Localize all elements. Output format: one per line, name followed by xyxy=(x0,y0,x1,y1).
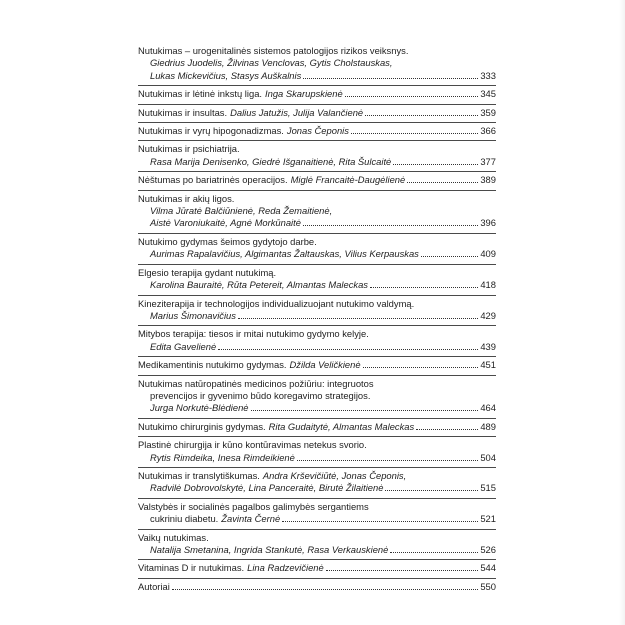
dot-leader xyxy=(421,256,478,257)
toc-entry xyxy=(138,376,496,419)
dot-leader xyxy=(407,182,478,183)
toc-entry-line xyxy=(138,482,496,494)
toc-entry-line xyxy=(138,359,496,371)
toc-entry-line xyxy=(138,513,496,525)
page-number: 377 xyxy=(480,155,496,167)
chapter-authors: Rasa Marija Denisenko, Giedrė Išganaitienė, Rita Šulcaitė xyxy=(150,155,392,167)
toc-entry xyxy=(138,172,496,190)
chapter-authors: Marius Šimonavičius xyxy=(150,309,236,321)
dot-leader xyxy=(390,552,478,553)
toc-entry xyxy=(138,141,496,172)
chapter-authors: Aurimas Rapalavičius, Algimantas Žaltauskas, Vilius Kerpauskas xyxy=(150,248,419,260)
page-number: 409 xyxy=(480,248,496,260)
toc-entry-line xyxy=(138,378,496,390)
toc-entry xyxy=(138,419,496,437)
chapter-authors: Rita Gudaitytė, Almantas Maleckas xyxy=(268,420,415,432)
dot-leader xyxy=(303,225,478,226)
toc-entry-line xyxy=(138,143,496,155)
chapter-authors: Miglė Francaitė-Daugėlienė xyxy=(290,174,406,186)
page-number: 418 xyxy=(480,279,496,291)
toc-entry-line xyxy=(138,581,496,593)
toc-entry xyxy=(138,296,496,327)
toc-entry-line xyxy=(138,341,496,353)
chapter-title: Vitaminas D ir nutukimas. xyxy=(138,562,245,574)
chapter-title: Kineziterapija ir technologijos individualizuojant nutukimo valdymą. xyxy=(138,297,415,309)
toc-entry-line xyxy=(138,107,496,119)
chapter-title: Mitybos terapija: tiesos ir mitai nutukimo gydymo kelyje. xyxy=(138,328,369,340)
chapter-title: Nutukimo chirurginis gydymas. xyxy=(138,420,266,432)
dot-leader xyxy=(297,460,478,461)
toc-entry-line xyxy=(138,193,496,205)
chapter-authors: Vilma Jūratė Balčiūnienė, Reda Žemaitienė, xyxy=(150,205,333,217)
toc-entry-line xyxy=(138,532,496,544)
toc-entry-line xyxy=(138,45,496,57)
chapter-authors: Inga Skarupskienė xyxy=(265,88,343,100)
chapter-title: Nutukimas ir insultas. xyxy=(138,106,228,118)
page-number: 489 xyxy=(480,420,496,432)
toc-entry-line xyxy=(138,402,496,414)
dot-leader xyxy=(416,429,478,430)
chapter-title: Medikamentinis nutukimo gydymas. xyxy=(138,359,287,371)
chapter-authors: Lina Radzevičienė xyxy=(247,562,324,574)
toc-entry xyxy=(138,530,496,561)
page-number: 550 xyxy=(480,580,496,592)
toc-entry xyxy=(138,86,496,104)
chapter-title: Nutukimas ir lėtinė inkstų liga. xyxy=(138,88,263,100)
dot-leader xyxy=(172,589,479,590)
chapter-title: Nutukimas ir akių ligos. xyxy=(138,192,235,204)
dot-leader xyxy=(218,349,478,350)
toc-entry-line xyxy=(138,156,496,168)
toc-entry-line xyxy=(138,310,496,322)
page-number: 544 xyxy=(480,562,496,574)
toc-entry xyxy=(138,265,496,296)
page-number: 396 xyxy=(480,217,496,229)
toc-entry xyxy=(138,234,496,265)
chapter-title: Nutukimas ir vyrų hipogonadizmas. xyxy=(138,125,284,137)
chapter-title: Autoriai xyxy=(138,580,170,592)
toc-entry-line xyxy=(138,544,496,556)
toc-entry-line xyxy=(138,248,496,260)
table-of-contents xyxy=(138,43,496,596)
chapter-authors: Edita Gavelienė xyxy=(150,340,217,352)
dot-leader xyxy=(345,96,479,97)
chapter-authors: Giedrius Juodelis, Žilvinas Venclovas, Gytis Cholstauskas, xyxy=(150,57,393,69)
chapter-authors: Rytis Rimdeika, Inesa Rimdeikienė xyxy=(150,451,295,463)
toc-entry-line xyxy=(138,298,496,310)
page-number: 451 xyxy=(480,359,496,371)
toc-entry xyxy=(138,560,496,578)
toc-entry-line xyxy=(138,421,496,433)
toc-entry xyxy=(138,105,496,123)
chapter-title: Elgesio terapija gydant nutukimą. xyxy=(138,266,277,278)
toc-entry xyxy=(138,43,496,86)
chapter-title: Nutukimas natūropatinės medicinos požiūriu: integruotos xyxy=(138,377,374,389)
toc-entry-line xyxy=(138,279,496,291)
chapter-title: Valstybės ir socialinės pagalbos galimybės sergantiems xyxy=(138,500,369,512)
chapter-title: Vaikų nutukimas. xyxy=(138,531,209,543)
page-number: 366 xyxy=(480,125,496,137)
chapter-authors: Dalius Jatužis, Julija Valančienė xyxy=(230,106,364,118)
toc-entry-line xyxy=(138,562,496,574)
page-number: 515 xyxy=(480,482,496,494)
dot-leader xyxy=(238,318,478,319)
toc-entry-line xyxy=(138,217,496,229)
chapter-title: Nutukimas – urogenitalinės sistemos patologijos rizikos veiksnys. xyxy=(138,45,409,56)
toc-entry-line xyxy=(138,70,496,82)
dot-leader xyxy=(393,164,478,165)
chapter-authors: Džilda Veličkienė xyxy=(289,359,361,371)
dot-leader xyxy=(303,78,478,79)
toc-entry xyxy=(138,191,496,234)
page-number: 464 xyxy=(480,402,496,414)
chapter-title: Nutukimo gydymas šeimos gydytojo darbe. xyxy=(138,235,317,247)
toc-entry-line xyxy=(138,205,496,217)
chapter-authors: Aistė Varoniukaitė, Agnė Morkūnaitė xyxy=(150,217,301,229)
page-edge-shadow xyxy=(619,0,625,625)
toc-entry xyxy=(138,579,496,596)
dot-leader xyxy=(326,570,479,571)
toc-entry-line xyxy=(138,501,496,513)
dot-leader xyxy=(351,133,478,134)
page-number: 439 xyxy=(480,340,496,352)
toc-entry-line xyxy=(138,439,496,451)
page-number: 345 xyxy=(480,88,496,100)
dot-leader xyxy=(370,287,478,288)
page-number: 504 xyxy=(480,451,496,463)
toc-entry-line xyxy=(138,174,496,186)
page-number: 359 xyxy=(480,106,496,118)
toc-entry-line xyxy=(138,328,496,340)
chapter-authors: Andra Krševičiūtė, Jonas Čeponis, xyxy=(262,469,407,481)
toc-entry xyxy=(138,357,496,375)
chapter-authors: Natalija Smetanina, Ingrida Stankutė, Rasa Verkauskienė xyxy=(150,544,389,555)
chapter-authors: Žavinta Černė xyxy=(221,513,281,525)
toc-entry xyxy=(138,123,496,141)
page-number: 521 xyxy=(480,513,496,525)
toc-entry-line xyxy=(138,88,496,100)
page-number: 333 xyxy=(480,69,496,81)
toc-entry xyxy=(138,437,496,468)
toc-entry xyxy=(138,326,496,357)
dot-leader xyxy=(251,410,479,411)
chapter-authors: Karolina Bauraitė, Rūta Petereit, Almantas Maleckas xyxy=(150,279,368,291)
chapter-title: Nutukimas ir translytiškumas. xyxy=(138,469,260,481)
dot-leader xyxy=(385,490,478,491)
toc-entry-line xyxy=(138,452,496,464)
chapter-authors: Jonas Čeponis xyxy=(286,125,349,137)
dot-leader xyxy=(363,367,479,368)
chapter-title: Nutukimas ir psichiatrija. xyxy=(138,143,240,155)
toc-entry-line xyxy=(138,390,496,402)
chapter-authors: Lukas Mickevičius, Stasys Auškalnis xyxy=(150,69,302,81)
toc-entry-line xyxy=(138,125,496,137)
toc-entry-line xyxy=(138,236,496,248)
dot-leader xyxy=(282,521,478,522)
toc-entry-line xyxy=(138,57,496,69)
chapter-authors: Jurga Norkutė-Blėdienė xyxy=(150,402,249,414)
page-number: 526 xyxy=(480,544,496,555)
chapter-title: cukriniu diabetu. xyxy=(150,513,219,525)
toc-entry xyxy=(138,468,496,499)
page-number: 429 xyxy=(480,309,496,321)
chapter-authors: Radvilė Dobrovolskytė, Lina Panceraitė, Birutė Žilaitienė xyxy=(150,482,384,494)
chapter-title: prevencijos ir gyvenimo būdo koregavimo strategijos. xyxy=(150,389,371,401)
toc-entry xyxy=(138,499,496,530)
toc-entry-line xyxy=(138,470,496,482)
toc-entry-line xyxy=(138,267,496,279)
chapter-title: Plastinė chirurgija ir kūno kontūravimas netekus svorio. xyxy=(138,439,367,451)
chapter-title: Nėštumas po bariatrinės operacijos. xyxy=(138,174,288,186)
page-number: 389 xyxy=(480,174,496,186)
dot-leader xyxy=(365,115,478,116)
